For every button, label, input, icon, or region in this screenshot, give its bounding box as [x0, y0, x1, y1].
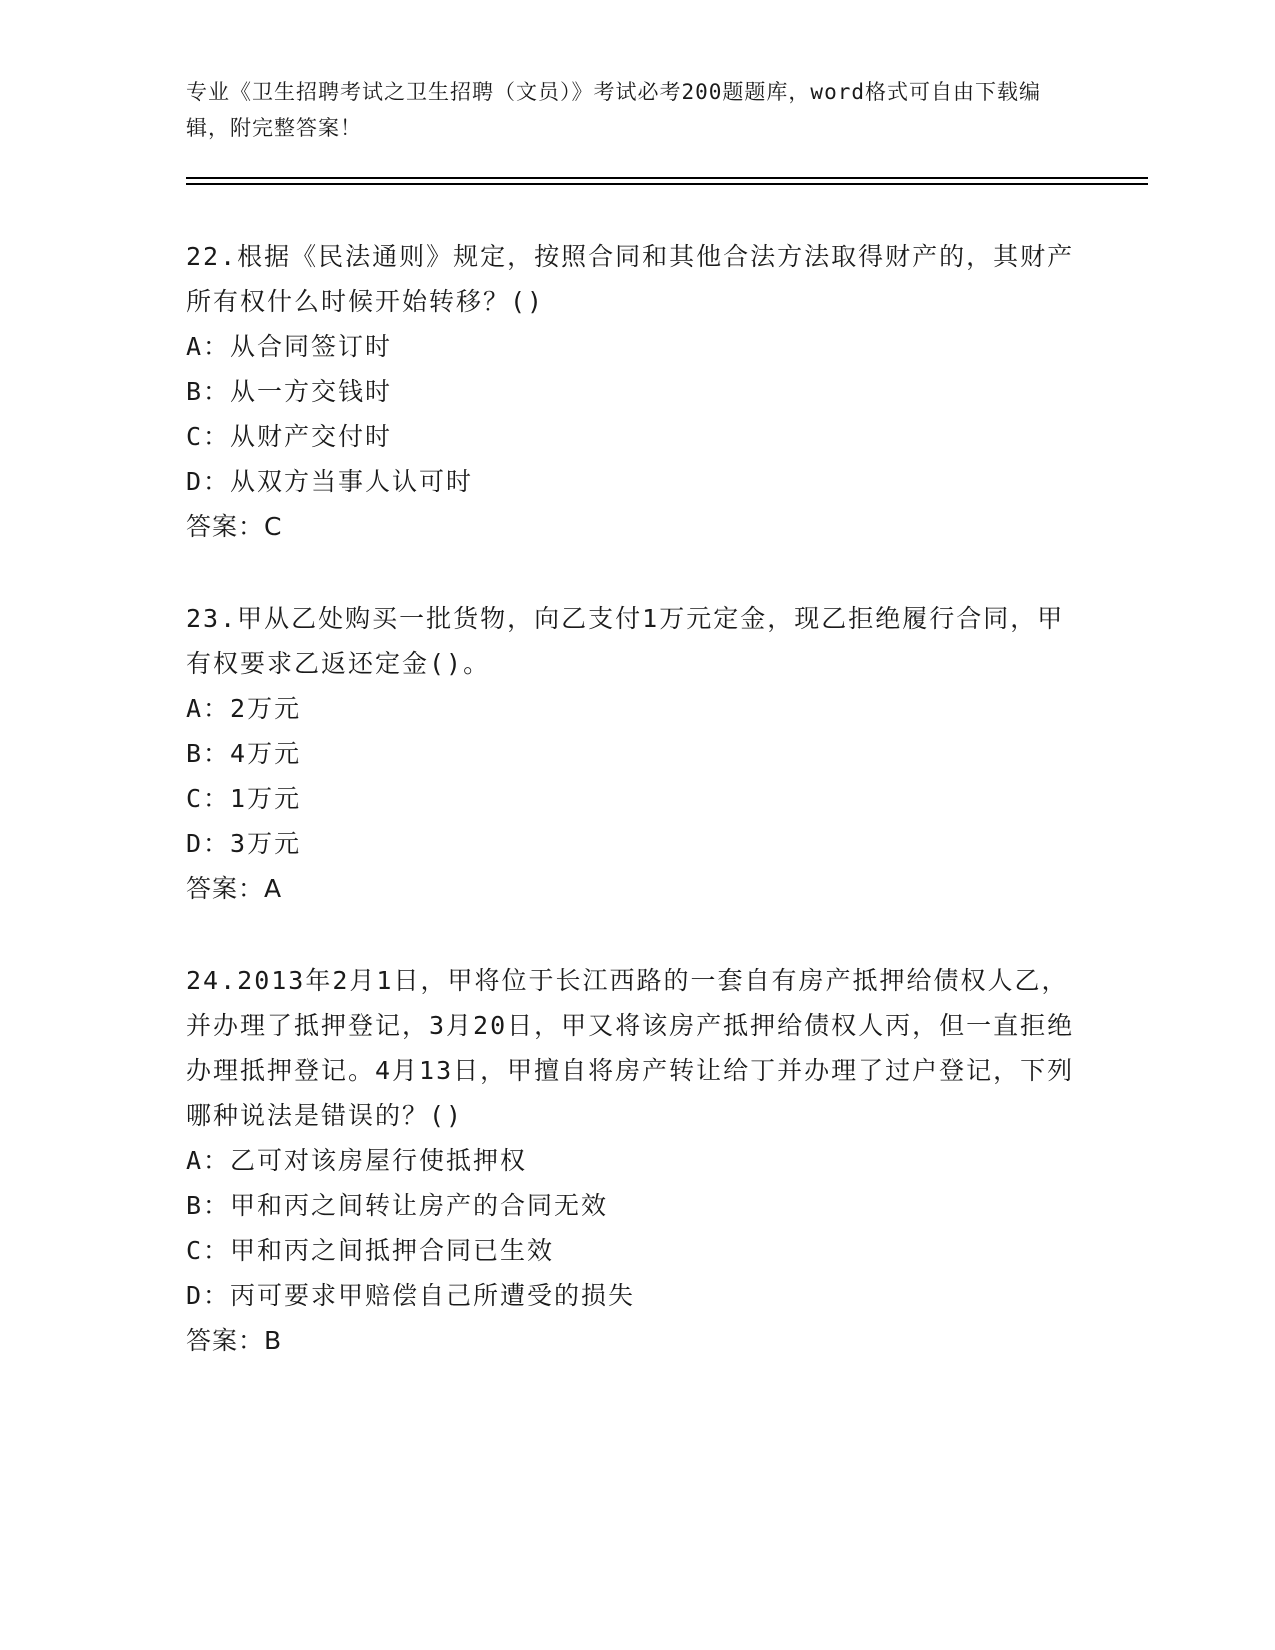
- question-23: [186, 596, 1086, 911]
- option-d: D：丙可要求甲赔偿自己所遭受的损失: [186, 1281, 636, 1310]
- option-a: A：乙可对该房屋行使抵押权: [186, 1146, 528, 1175]
- question-stem: 22.根据《民法通则》规定，按照合同和其他合法方法取得财产的，其财产所有权什么时候开始转移？(): [186, 242, 1075, 316]
- question-22: [186, 234, 1086, 549]
- option-b: B：甲和丙之间转让房产的合同无效: [186, 1191, 609, 1220]
- question-24: [186, 958, 1086, 1363]
- option-c: C：从财产交付时: [186, 422, 393, 451]
- header-divider-top: [186, 177, 1148, 179]
- option-b: B：4万元: [186, 739, 302, 768]
- option-d: D：从双方当事人认可时: [186, 467, 474, 496]
- option-a: A：2万元: [186, 694, 302, 723]
- answer: 答案：C: [186, 512, 283, 541]
- option-c: C：甲和丙之间抵押合同已生效: [186, 1236, 555, 1265]
- option-a: A：从合同签订时: [186, 332, 393, 361]
- header-divider-bottom: [186, 183, 1148, 185]
- question-stem: 24.2013年2月1日，甲将位于长江西路的一套自有房产抵押给债权人乙，并办理了抵押登记，3月20日，甲又将该房产抵押给债权人丙，但一直拒绝办理抵押登记。4月13日，甲擅自将房产转让给丁并办理了过户登记，下列哪种说法是错误的？(): [186, 966, 1075, 1130]
- document-header: 专业《卫生招聘考试之卫生招聘（文员）》考试必考200题题库，word格式可自由下载编辑，附完整答案！: [186, 80, 1041, 140]
- answer: 答案：B: [186, 1326, 283, 1355]
- option-c: C：1万元: [186, 784, 302, 813]
- answer: 答案：A: [186, 874, 283, 903]
- option-d: D：3万元: [186, 829, 302, 858]
- option-b: B：从一方交钱时: [186, 377, 393, 406]
- question-stem: 23.甲从乙处购买一批货物，向乙支付1万元定金，现乙拒绝履行合同，甲有权要求乙返还定金()。: [186, 604, 1065, 678]
